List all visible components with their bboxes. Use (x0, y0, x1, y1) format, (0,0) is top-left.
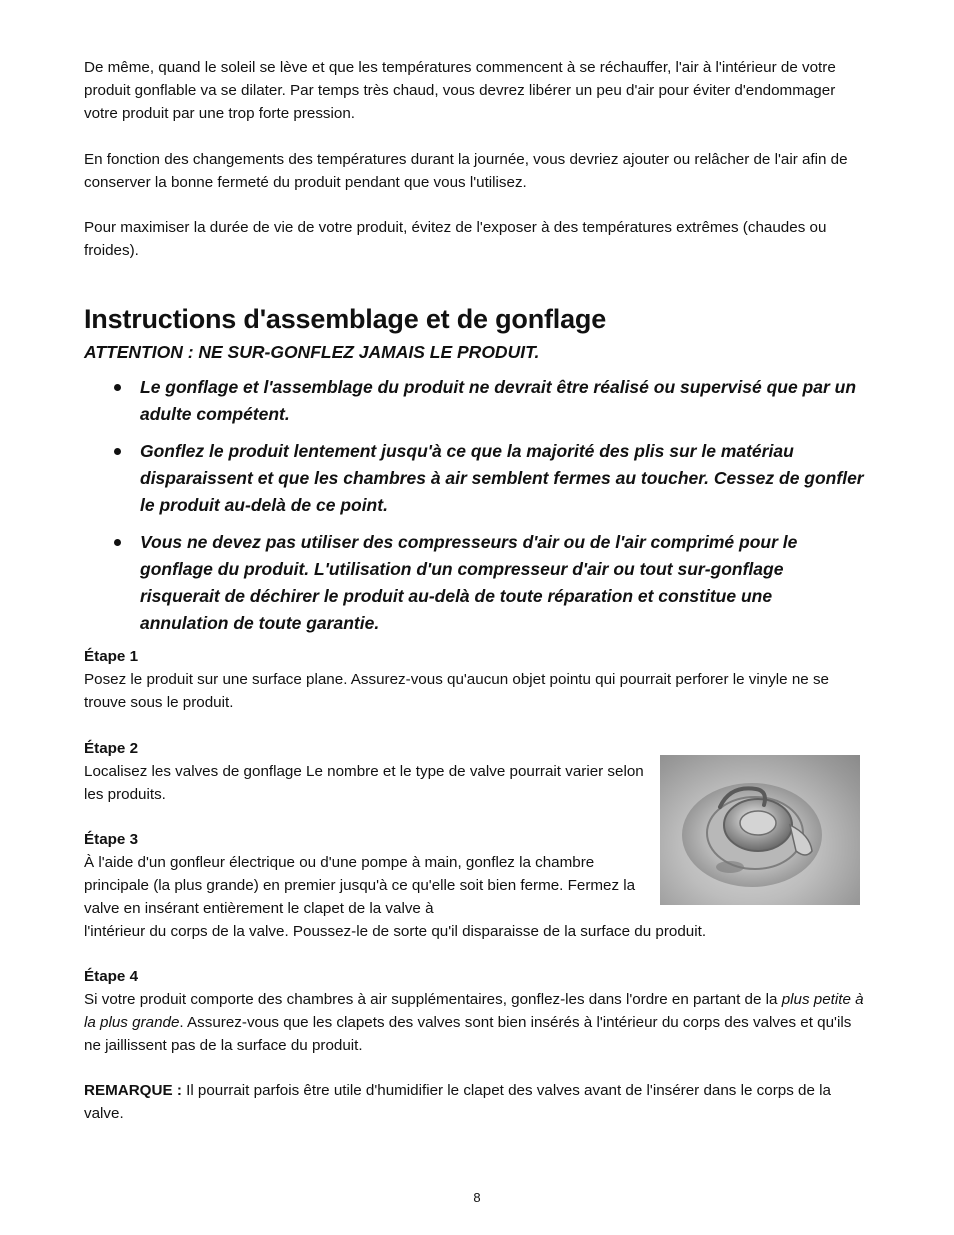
warning-list (84, 374, 864, 647)
remark-label: REMARQUE : (84, 1082, 182, 1099)
valve-photo (660, 755, 860, 905)
step-3-text-full: l'intérieur du corps de la valve. Poussez-le de sorte qu'il disparaisse de la surface du produit. (84, 923, 707, 940)
intro-paragraph-3: Pour maximiser la durée de vie de votre produit, évitez de l'exposer à des températures extrêmes (chaudes ou froides). (84, 219, 827, 259)
step-4-text-end: . Assurez-vous que les clapets des valves sont bien insérés à l'intérieur du corps des valves et qu'ils ne jaillissent pas de la surface du produit. (84, 1014, 852, 1054)
page-number: 8 (473, 1190, 481, 1205)
list-item-text: Vous ne devez pas utiliser des compresseurs d'air ou de l'air comprimé pour le gonflage du produit. L'utilisation d'un compresseur d'air ou tout sur-gonflage risquerait de déchirer le produit au-delà de toute réparation et constitue une annulation de toute garantie. (140, 532, 798, 633)
list-item (84, 374, 864, 428)
step-3-text-wrapped: À l'aide d'un gonfleur électrique ou d'une pompe à main, gonflez la chambre principale (la plus grande) en premier jusqu'à ce qu'elle soit bien ferme. Fermez la valve en insérant entièrement le clapet de la valve à (84, 854, 636, 917)
step-2-title: Étape 2 (84, 740, 139, 757)
bullet-icon (114, 384, 121, 391)
intro-paragraph-1: De même, quand le soleil se lève et que les températures commencent à se réchauffer, l'air à l'intérieur de votre produit gonflable va se dilater. Par temps très chaud, vous devrez libérer un peu d'air pour éviter d'endommager votre produit par une trop forte pression. (84, 59, 836, 122)
valve-illustration (660, 755, 860, 905)
step-4 (84, 965, 864, 1057)
list-item (84, 529, 864, 637)
step-1-text: Posez le produit sur une surface plane. Assurez-vous qu'aucun objet pointu qui pourrait perforer le vinyle ne se trouve sous le produit. (84, 671, 829, 711)
step-4-text-emphasis: plus petite à la plus grande (84, 991, 864, 1031)
section-heading: Instructions d'assemblage et de gonflage (84, 304, 607, 334)
remark-text: Il pourrait parfois être utile d'humidifier le clapet des valves avant de l'insérer dans le corps de la valve. (84, 1082, 831, 1122)
step-2 (84, 737, 644, 806)
attention-warning: ATTENTION : NE SUR-GONFLEZ JAMAIS LE PRODUIT. (84, 342, 540, 362)
bullet-icon (114, 539, 121, 546)
step-2-text: Localisez les valves de gonflage Le nombre et le type de valve pourrait varier selon les produits. (84, 763, 644, 803)
intro-paragraph-2: En fonction des changements des températures durant la journée, vous devriez ajouter ou relâcher de l'air afin de conserver la bonne fermeté du produit pendant que vous l'utilisez. (84, 151, 848, 191)
step-3-title: Étape 3 (84, 831, 139, 848)
remark (84, 1079, 864, 1125)
step-1 (84, 645, 864, 714)
bullet-icon (114, 448, 121, 455)
list-item-text: Gonflez le produit lentement jusqu'à ce que la majorité des plis sur le matériau disparaissent et que les chambres à air semblent fermes au toucher. Cessez de gonfler le produit au-delà de ce point. (140, 441, 864, 515)
list-item (84, 438, 864, 519)
step-1-title: Étape 1 (84, 648, 139, 665)
step-4-text-start: Si votre produit comporte des chambres à air supplémentaires, gonflez-les dans l'ordre en partant de la (84, 991, 782, 1008)
list-item-text: Le gonflage et l'assemblage du produit ne devrait être réalisé ou supervisé que par un adulte compétent. (140, 377, 857, 424)
step-4-title: Étape 4 (84, 968, 139, 985)
